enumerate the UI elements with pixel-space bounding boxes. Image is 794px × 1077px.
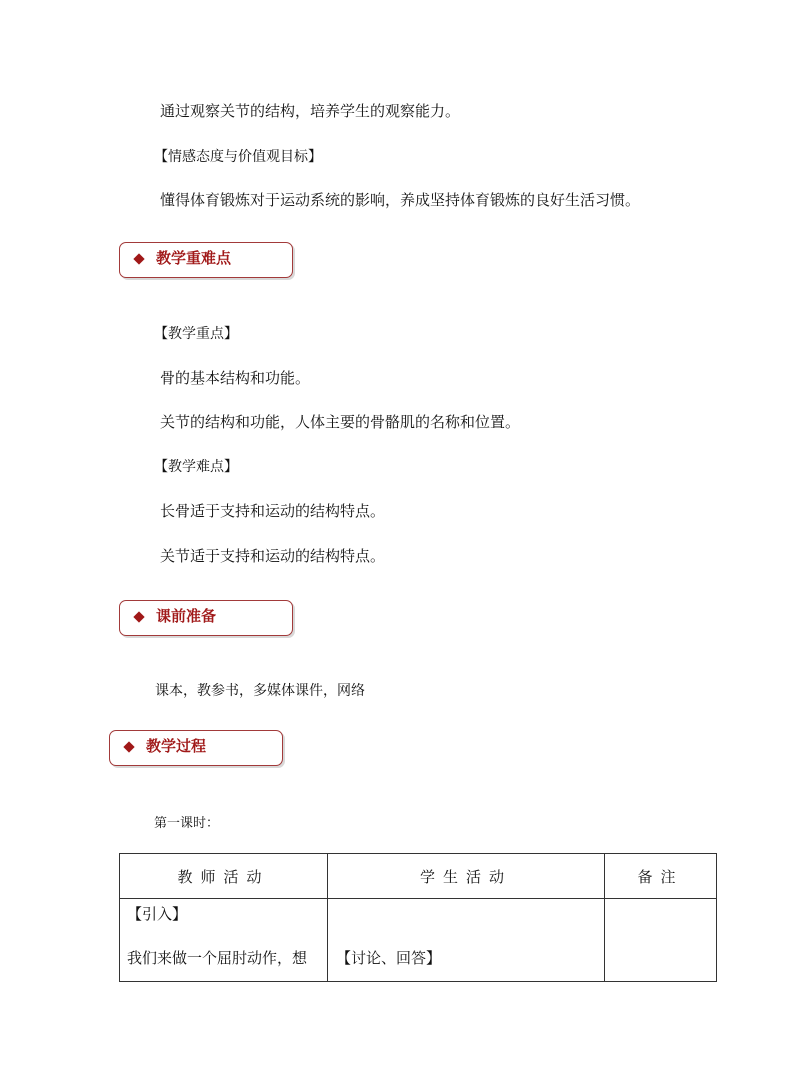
key-point-2: 关节的结构和功能，人体主要的骨骼肌的名称和位置。	[160, 413, 521, 431]
section-title-process: 教学过程	[146, 737, 207, 755]
cell-teacher-activity	[120, 899, 328, 982]
section-banner-key-points	[119, 242, 293, 278]
preparation-materials: 课本，教参书，多媒体课件，网络	[155, 683, 365, 699]
section-banner-process	[109, 730, 283, 766]
table-header-row	[120, 854, 717, 899]
objective-line-observation: 通过观察关节的结构，培养学生的观察能力。	[160, 102, 461, 120]
period-label: 第一课时：	[154, 816, 220, 831]
objective-line-exercise: 懂得体育锻炼对于运动系统的影响，养成坚持体育锻炼的良好生活习惯。	[160, 191, 641, 209]
section-title-key-points: 教学重难点	[156, 249, 232, 267]
student-activity-text: 【讨论、回答】	[336, 949, 442, 967]
difficulty-2: 关节适于支持和运动的结构特点。	[160, 547, 386, 565]
section-banner-preparation	[119, 600, 293, 636]
heading-difficulties: 【教学难点】	[154, 459, 238, 475]
header-student-activity: 学生活动	[328, 854, 605, 899]
heading-key-points: 【教学重点】	[154, 326, 238, 342]
key-point-1: 骨的基本结构和功能。	[160, 369, 311, 387]
header-teacher-activity: 教师活动	[120, 854, 328, 899]
table-row	[120, 899, 717, 982]
header-notes: 备注	[605, 854, 717, 899]
section-title-preparation: 课前准备	[156, 607, 217, 625]
lesson-activity-table	[119, 853, 717, 982]
cell-notes	[605, 899, 717, 982]
teacher-intro-text: 我们来做一个屈肘动作，想	[127, 949, 308, 967]
heading-emotion-goals: 【情感态度与价值观目标】	[154, 149, 322, 165]
teacher-intro-label: 【引入】	[127, 905, 188, 923]
difficulty-1: 长骨适于支持和运动的结构特点。	[160, 502, 386, 520]
cell-student-activity	[328, 899, 605, 982]
